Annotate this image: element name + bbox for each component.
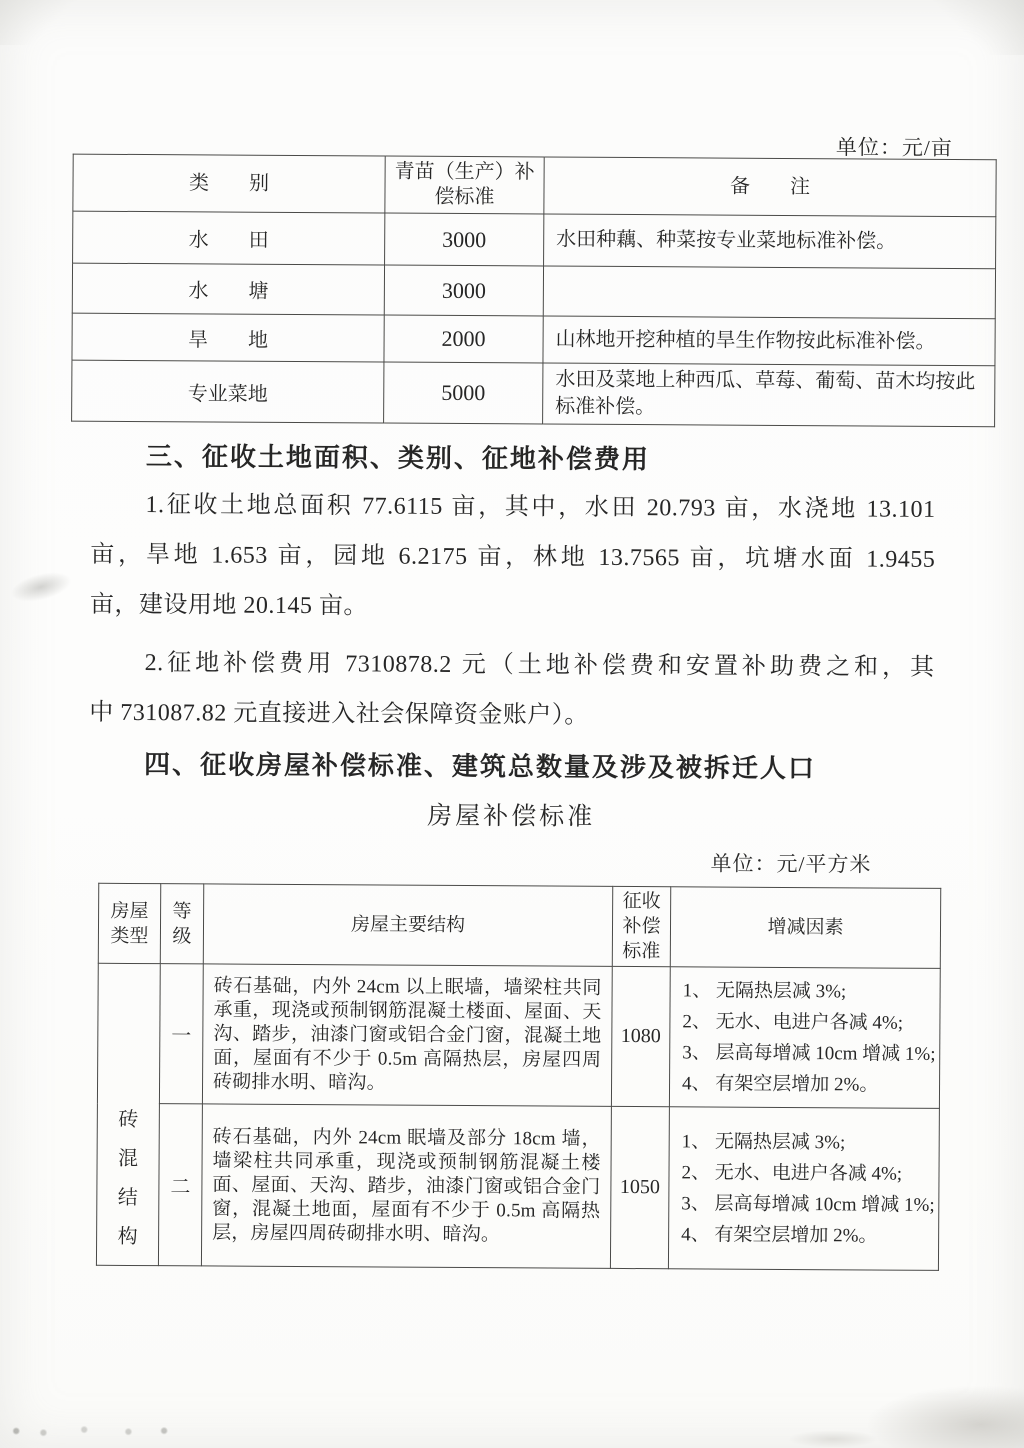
table-row: [72, 313, 995, 366]
factor-line: 1、 无隔热层减 3%;: [682, 979, 847, 1002]
header-grade: 等级: [160, 884, 203, 964]
structure-cell: 砖石基础，内外 24cm 以上眠墙，墙梁柱共同承重，现浇或预制钢筋混凝土楼面、屋面、天沟、踏步，油漆门窗或铝合金门窗，混凝土地面，屋面有不少于 0.5m 高隔热层，房屋四周砖砌排水明、暗沟。: [202, 964, 612, 1106]
factors-cell: [668, 1107, 939, 1271]
standard-cell: 3000: [385, 213, 544, 266]
standard-cell: 1080: [611, 966, 670, 1106]
header-remark: 备 注: [544, 157, 996, 217]
unit-label-house-table: 单位：元/平方米: [710, 851, 872, 877]
structure-cell: 砖石基础，内外 24cm 眠墙及部分 18cm 墙，墙梁柱共同承重，现浇或预制钢筋混凝土楼面、屋面、天沟、踏步，油漆门窗或铝合金门窗，混凝土地面，屋面有不少于 0.5m 高隔热层，房屋四周砖砌排水明、暗沟。: [201, 1104, 611, 1268]
section-4-heading: 四、征收房屋补偿标准、建筑总数量及涉及被拆迁人口: [143, 750, 817, 784]
table-header-row: [98, 883, 940, 968]
paragraph-line: 中 731087.82 元直接进入社会保障资金账户）。: [89, 699, 589, 729]
section-3-heading: 三、征收土地面积、类别、征地补偿费用: [145, 442, 650, 475]
header-structure: 房屋主要结构: [203, 884, 612, 966]
header-house-type: 房屋类型: [98, 883, 160, 963]
table-row: [72, 263, 995, 319]
table-row: [72, 360, 995, 427]
remark-cell: 水田及菜地上种西瓜、草莓、葡萄、苗木均按此标准补偿。: [543, 363, 995, 427]
remark-cell: [543, 266, 995, 319]
category-cell: 旱 地: [72, 313, 384, 362]
category-cell: 水 田: [73, 211, 385, 265]
header-category: 类 别: [73, 154, 385, 213]
crop-compensation-table: [71, 154, 997, 428]
header-standard: 征收补偿标准: [612, 886, 670, 966]
grade-cell: 一: [159, 964, 203, 1104]
factor-line: 3、 层高每增减 10cm 增减 1%;: [682, 1041, 936, 1065]
paragraph-line: 亩，建设用地 20.145 亩。: [89, 591, 369, 620]
header-standard: 青苗（生产）补偿标准: [385, 156, 544, 214]
standard-cell: 1050: [610, 1106, 669, 1268]
grade-cell: 二: [158, 1104, 202, 1266]
unit-label-crop-table: 单位：元/亩: [835, 135, 953, 160]
table-row: [73, 211, 996, 269]
category-cell: 专业菜地: [72, 360, 384, 423]
house-type-cell: [96, 963, 160, 1265]
paragraph-line: 亩，旱地 1.653 亩，园地 6.2175 亩，林地 13.7565 亩，坑塘水面 1.9455: [90, 541, 936, 573]
house-type-label: 砖混结构: [117, 1108, 139, 1249]
house-table-title: 房屋补偿标准: [427, 802, 596, 831]
factors-cell: [669, 967, 940, 1109]
standard-cell: 5000: [384, 362, 543, 424]
factor-line: 2、 无水、电进户各减 4%;: [682, 1010, 904, 1034]
table-header-row: [73, 154, 996, 217]
remark-cell: 山林地开挖种植的旱生作物按此标准补偿。: [543, 316, 995, 366]
table-row: [96, 1103, 939, 1270]
factor-line: 2、 无水、电进户各减 4%;: [681, 1161, 903, 1185]
header-factors: 增减因素: [670, 887, 940, 969]
factor-line: 1、 无隔热层减 3%;: [681, 1130, 846, 1153]
paragraph-compensation-fee: [89, 638, 935, 743]
standard-cell: 3000: [384, 265, 543, 316]
factor-line: 3、 层高每增减 10cm 增减 1%;: [681, 1192, 935, 1216]
paragraph-line: 1.征收土地总面积 77.6115 亩，其中，水田 20.793 亩，水浇地 13.101: [145, 492, 936, 523]
remark-cell: 水田种藕、种菜按专业菜地标准补偿。: [544, 214, 996, 269]
factor-line: 4、 有架空层增加 2%。: [681, 1072, 879, 1096]
table-row: [97, 963, 940, 1108]
house-compensation-table: [96, 883, 941, 1271]
standard-cell: 2000: [384, 315, 543, 363]
category-cell: 水 塘: [72, 263, 384, 315]
paragraph-line: 2.征地补偿费用 7310878.2 元（土地补偿费和安置补助费之和，其: [144, 650, 935, 681]
factor-line: 4、 有架空层增加 2%。: [681, 1223, 878, 1247]
paragraph-land-area: [90, 480, 936, 635]
